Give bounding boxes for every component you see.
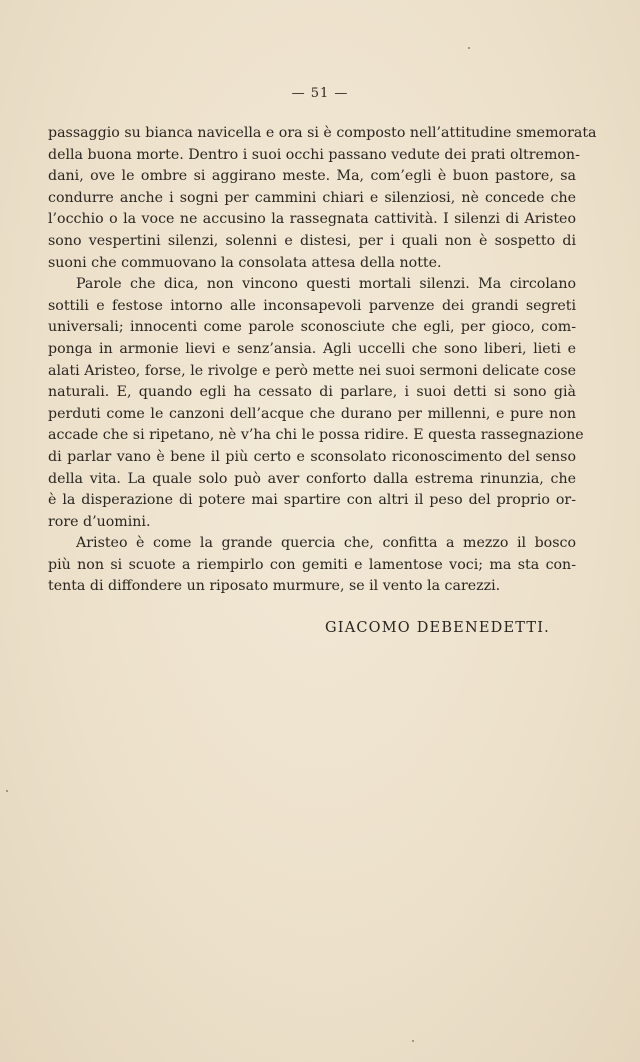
text-line: accade che si ripetano, nè v’ha chi le possa ridire. E questa rassegnazione [48, 427, 584, 444]
paper-speck [468, 47, 470, 49]
paragraph [48, 533, 576, 598]
text-line: dani, ove le ombre si aggirano meste. Ma, com’egli è buon pastore, sa [48, 168, 576, 185]
text-line: condurre anche i sogni per cammini chiari e silenziosi, nè concede che [48, 189, 576, 206]
paper-speck [412, 1040, 414, 1042]
text-line: naturali. E, quando egli ha cessato di parlare, i suoi detti si sono già [48, 384, 576, 401]
text-line: Aristeo è come la grande quercia che, confitta a mezzo il bosco [76, 535, 576, 552]
text-line: sottili e festose intorno alle inconsapevoli parvenze dei grandi segreti [48, 297, 576, 314]
text-line: ponga in armonie lievi e senz’ansia. Agli uccelli che sono liberi, lieti e [48, 340, 576, 357]
paragraph [48, 123, 597, 274]
text-line: della buona morte. Dentro i suoi occhi passano vedute dei prati oltremon- [48, 146, 580, 163]
text-line: suoni che commuovano la consolata attesa della notte. [48, 254, 442, 271]
text-line: l’occhio o la voce ne accusino la rassegnata cattività. I silenzi di Aristeo [48, 211, 576, 228]
page-number: — 51 — [291, 86, 349, 101]
paragraph [48, 274, 584, 533]
text-line: universali; innocenti come parole sconosciute che egli, per gioco, com- [48, 319, 576, 336]
body-text [48, 123, 597, 598]
text-line: alati Aristeo, forse, le rivolge e però mette nei suoi sermoni delicate cose [48, 362, 576, 379]
author-signature: GIACOMO DEBENEDETTI. [325, 620, 550, 636]
text-line: di parlar vano è bene il più certo e sconsolato riconoscimento del senso [48, 448, 576, 465]
text-line: sono vespertini silenzi, solenni e distesi, per i quali non è sospetto di [48, 232, 576, 249]
text-line: tenta di diffondere un riposato murmure, se il vento la carezzi. [48, 578, 501, 595]
text-line: passaggio su bianca navicella e ora si è composto nell’attitudine smemorata [48, 125, 597, 141]
paper-speck [6, 790, 8, 792]
text-line: Parole che dica, non vincono questi mortali silenzi. Ma circolano [76, 276, 576, 293]
text-line: è la disperazione di potere mai spartire con altri il peso del proprio or- [48, 492, 576, 509]
text-line: della vita. La quale solo può aver conforto dalla estrema rinunzia, che [48, 470, 576, 487]
text-line: più non si scuote a riempirlo con gemiti e lamentose voci; ma sta con- [48, 556, 576, 573]
text-line: perduti come le canzoni dell’acque che durano per millenni, e pure non [48, 405, 576, 422]
text-line: rore d’uomini. [48, 513, 151, 530]
